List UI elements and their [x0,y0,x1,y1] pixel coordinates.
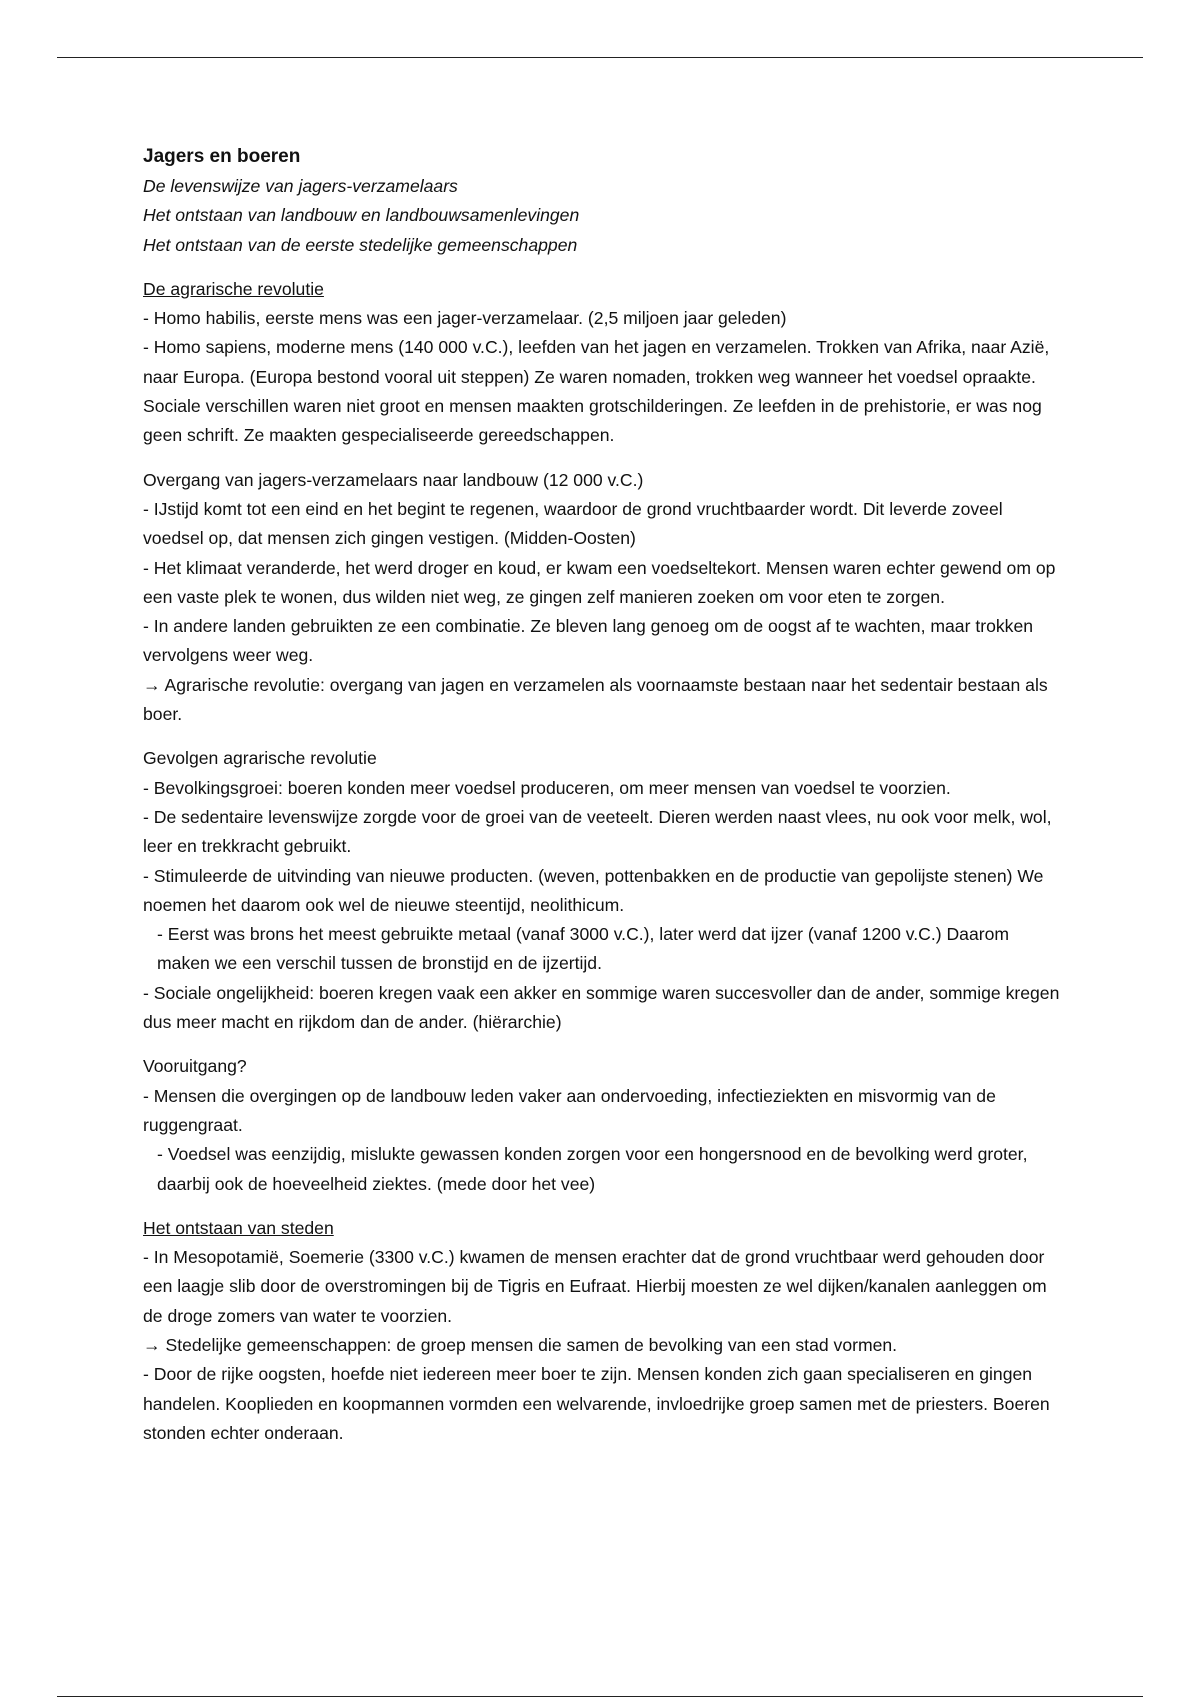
section-heading: Het ontstaan van steden [143,1217,334,1238]
footer-rule [57,1696,1143,1697]
section-heading: De agrarische revolutie [143,278,324,299]
paragraph: - In andere landen gebruikten ze een combinatie. Ze bleven lang genoeg om de oogst af te wachten, maar trokken vervolgens weer weg. [143,616,1034,666]
paragraph: - Het klimaat veranderde, het werd droger en koud, er kwam een voedseltekort. Mensen waren echter gewend om op een vaste plek te wonen, dus wilden niet weg, ze gingen zelf manieren zoeken om voor eten te zorgen. [143,557,1056,607]
paragraph: - In Mesopotamië, Soemerie (3300 v.C.) kwamen de mensen erachter dat de grond vruchtbaar werd gehouden door een laagje slib door de overstromingen bij de Tigris en Eufraat. Hierbij moesten ze wel dijken/kanalen aanleggen om de droge zomers van water te voorzien. [143,1247,1047,1326]
paragraph: → Agrarische revolutie: overgang van jagen en verzamelen als voornaamste bestaan naar het sedentair bestaan als boer. [143,674,1048,725]
paragraph: - Stimuleerde de uitvinding van nieuwe producten. (weven, pottenbakken en de productie van gepolijste stenen) We noemen het daarom ook wel de nieuwe steentijd, neolithicum. [143,865,1044,915]
section-heading: Vooruitgang? [143,1056,247,1077]
section-transition [143,466,1063,730]
paragraph: → Stedelijke gemeenschappen: de groep mensen die samen de bevolking van een stad vormen. [143,1334,898,1355]
section-heading: Overgang van jagers-verzamelaars naar landbouw (12 000 v.C.) [143,469,644,490]
header-rule [57,57,1143,58]
section-consequences [143,744,1063,1037]
subtitle: De levenswijze van jagers-verzamelaars [143,176,458,196]
paragraph: - Sociale ongelijkheid: boeren kregen vaak een akker en sommige waren succesvoller dan de ander, sommige kregen dus meer macht en rijkdom dan de ander. (hiërarchie) [143,982,1060,1033]
section-heading: Gevolgen agrarische revolutie [143,748,377,769]
paragraph: - Homo sapiens, moderne mens (140 000 v.C.), leefden van het jagen en verzamelen. Trokken van Afrika, naar Azië, naar Europa. (Europa bestond vooral uit steppen) Ze waren nomaden, trokken weg wanneer het voedsel opraakte. Sociale verschillen waren niet groot en mensen maakten grotschilderingen. Ze leefden in de prehistorie, er was nog geen schrift. Ze maakten gespecialiseerde gereedschappen. [143,337,1050,446]
paragraph: - Bevolkingsgroei: boeren konden meer voedsel produceren, om meer mensen van voedsel te voorzien. [143,777,951,798]
paragraph: - Eerst was brons het meest gebruikte metaal (vanaf 3000 v.C.), later werd dat ijzer (vanaf 1200 v.C.) Daarom maken we een verschil tussen de bronstijd en de ijzertijd. [157,924,1010,974]
subtitle: Het ontstaan van landbouw en landbouwsamenlevingen [143,205,580,226]
paragraph: - Mensen die overgingen op de landbouw leden vaker aan ondervoeding, infectieziekten en misvormig van de ruggengraat. [143,1085,996,1135]
section-agrarian-revolution [143,275,1063,451]
document-title: Jagers en boeren [143,146,301,167]
paragraph: - De sedentaire levenswijze zorgde voor de groei van de veeteelt. Dieren werden naast vlees, nu ook voor melk, wol, leer en trekkracht gebruikt. [143,806,1052,857]
paragraph: - Voedsel was eenzijdig, mislukte gewassen konden zorgen voor een hongersnood en de bevolking werd groter, daarbij ook de hoeveelheid ziektes. (mede door het vee) [157,1144,1028,1194]
paragraph: - IJstijd komt tot een eind en het begint te regenen, waardoor de grond vruchtbaarder wordt. Dit leverde zoveel voedsel op, dat mensen zich gingen vestigen. (Midden-Oosten) [143,498,1003,549]
subtitle: Het ontstaan van de eerste stedelijke gemeenschappen [143,234,578,255]
document-body [143,142,1063,1448]
paragraph: - Door de rijke oogsten, hoefde niet iedereen meer boer te zijn. Mensen konden zich gaan specialiseren en gingen handelen. Kooplieden en koopmannen vormden een welvarende, invloedrijke groep samen met de priesters. Boeren stonden echter onderaan. [143,1364,1050,1443]
paragraph: - Homo habilis, eerste mens was een jager-verzamelaar. (2,5 miljoen jaar geleden) [143,308,787,329]
section-progress [143,1052,1063,1198]
section-cities [143,1214,1063,1448]
